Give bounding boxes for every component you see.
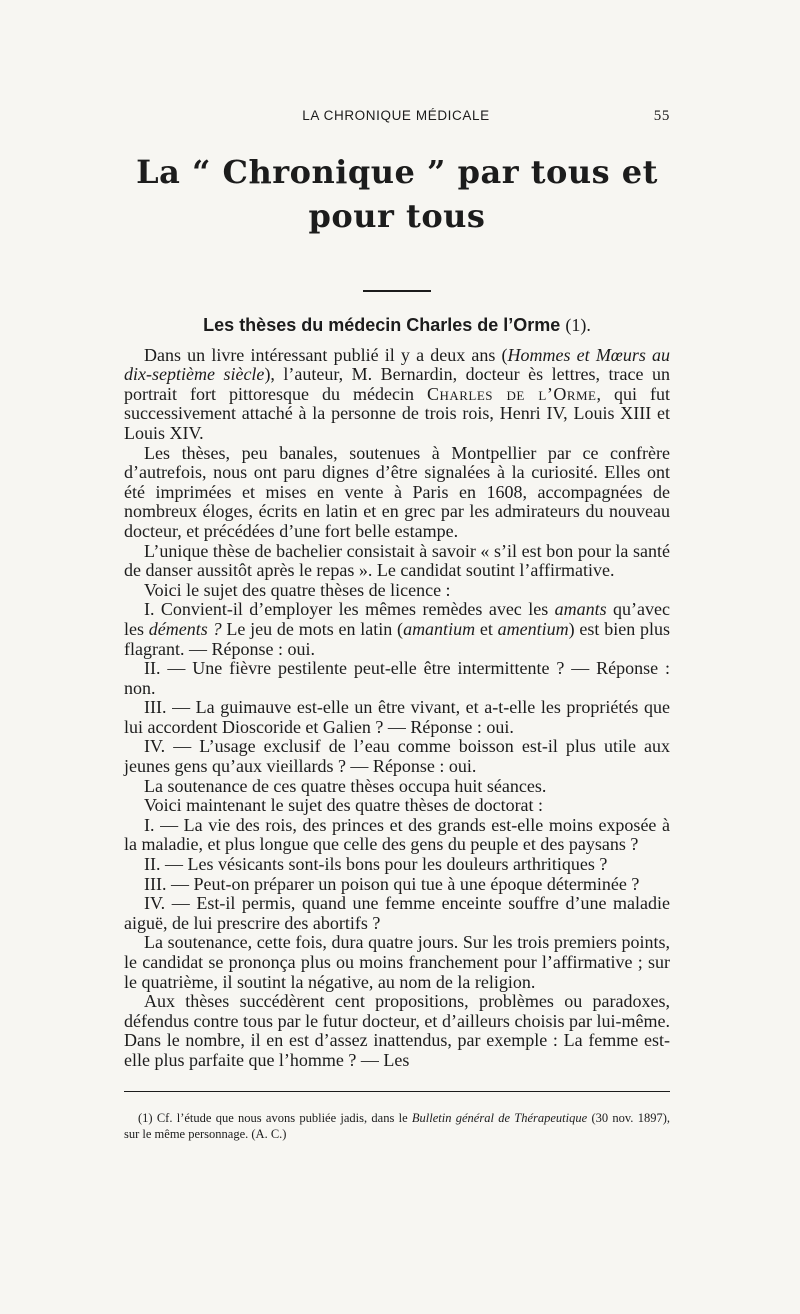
- footnote: [124, 1110, 670, 1142]
- text-run: Dans un livre intéressant publié il y a deux ans (: [144, 344, 508, 365]
- person-name: Charles de l’Orme: [426, 383, 597, 404]
- italic-word: déments ?: [148, 618, 222, 639]
- book-title: Hommes et Mœurs au dix-septième siècle: [124, 344, 670, 385]
- journal-title: Bulletin général de Thérapeutique: [411, 1110, 588, 1125]
- title-rule: [363, 290, 431, 292]
- paragraph-propositions: Aux thèses succédèrent cent propositions, problèmes ou paradoxes, défendus contre tous par le futur docteur, et d’ailleurs choisis par lui-même. Dans le nombre, il en est d’assez inattendus, par exemple : La femme est-elle plus parfaite que l’homme ? — Les: [124, 991, 670, 1070]
- text-run: (30 nov. 1897), sur le même personnage. (A. C.): [124, 1110, 670, 1141]
- article-title-text: Les thèses du médecin Charles de l’Orme: [203, 315, 561, 335]
- paragraph-licence-4: IV. — L’usage exclusif de l’eau comme boisson est-il plus utile aux jeunes gens qu’aux vieillards ? — Réponse : oui.: [124, 736, 670, 777]
- text-run: qu’avec les: [124, 599, 670, 639]
- paragraph-licence-2: II. — Une fièvre pestilente peut-elle être intermittente ? — Réponse : non.: [124, 658, 670, 698]
- footnote-rule: [124, 1091, 670, 1092]
- paragraph-doctorat-2: II. — Les vésicants sont-ils bons pour les douleurs arthritiques ?: [144, 854, 608, 875]
- italic-word: amentium: [497, 618, 569, 639]
- text-run: I. Convient-il d’employer les mêmes remèdes avec les: [144, 599, 555, 620]
- paragraph-soutenance-2: La soutenance, cette fois, dura quatre jours. Sur les trois premiers points, le candidat se prononça plus ou moins franchement pour l’affirmative ; sur le quatrième, il soutint la négative, au nom de la religion.: [124, 932, 670, 992]
- paragraph-soutenance: La soutenance de ces quatre thèses occupa huit séances.: [144, 775, 547, 796]
- section-title: La “ Chronique ” par tous et pour tous: [136, 153, 658, 235]
- footnote-reference: (1).: [565, 315, 591, 335]
- article-title: [124, 316, 670, 336]
- text-run: Le jeu de mots en latin (: [221, 618, 404, 639]
- paragraph-bachelor: L’unique thèse de bachelier consistait à savoir « s’il est bon pour la santé de danser aussitôt après le repas ». Le candidat soutint l’affirmative.: [124, 540, 670, 581]
- page-number: 55: [653, 108, 670, 124]
- text-run: et: [475, 618, 498, 639]
- paragraph-licence-1: [124, 600, 670, 659]
- italic-word: amantium: [403, 618, 476, 639]
- paragraph-theses: Les thèses, peu banales, soutenues à Montpellier par ce confrère d’autrefois, nous ont paru dignes d’être signalées à la curiosité. Elles ont été imprimées et mises en vente à Paris en 1608, accompagnées de nombreux éloges, écrits en latin et en grec par les admirateurs du nouveau docteur, et précédées d’une fort belle estampe.: [124, 442, 670, 541]
- text-column: [124, 150, 670, 1142]
- paragraph-licence-3: III. — La guimauve est-elle un être vivant, et a-t-elle les propriétés que lui accordent Dioscoride et Galien ? — Réponse : oui.: [124, 697, 670, 737]
- running-title: LA CHRONIQUE MÉDICALE: [302, 108, 490, 123]
- text-run: , qui fut successivement attaché à la personne de trois rois, Henri IV, Louis XIII et Louis XIV.: [124, 383, 671, 443]
- paragraph-licence-intro: Voici le sujet des quatre thèses de licence :: [144, 579, 451, 600]
- paragraph-doctorat-4: IV. — Est-il permis, quand une femme enceinte souffre d’une maladie aiguë, de lui prescrire des abortifs ?: [124, 893, 670, 933]
- text-run: (1) Cf. l’étude que nous avons publiée jadis, dans le: [138, 1110, 412, 1125]
- paragraph-intro: [124, 346, 670, 444]
- paragraph-doctorat-intro: Voici maintenant le sujet des quatre thèses de doctorat :: [144, 795, 544, 816]
- text-run: ), l’auteur, M. Bernardin, docteur ès lettres, trace un portrait fort pittoresque du médecin: [124, 364, 670, 404]
- paragraph-doctorat-3: III. — Peut-on préparer un poison qui tue à une époque déterminée ?: [144, 873, 640, 894]
- paragraph-doctorat-1: I. — La vie des rois, des princes et des grands est-elle moins exposée à la maladie, et plus longue que celle des gens du peuple et des paysans ?: [124, 814, 670, 855]
- text-run: ) est bien plus flagrant. — Réponse : oui.: [124, 618, 670, 659]
- italic-word: amants: [554, 599, 607, 620]
